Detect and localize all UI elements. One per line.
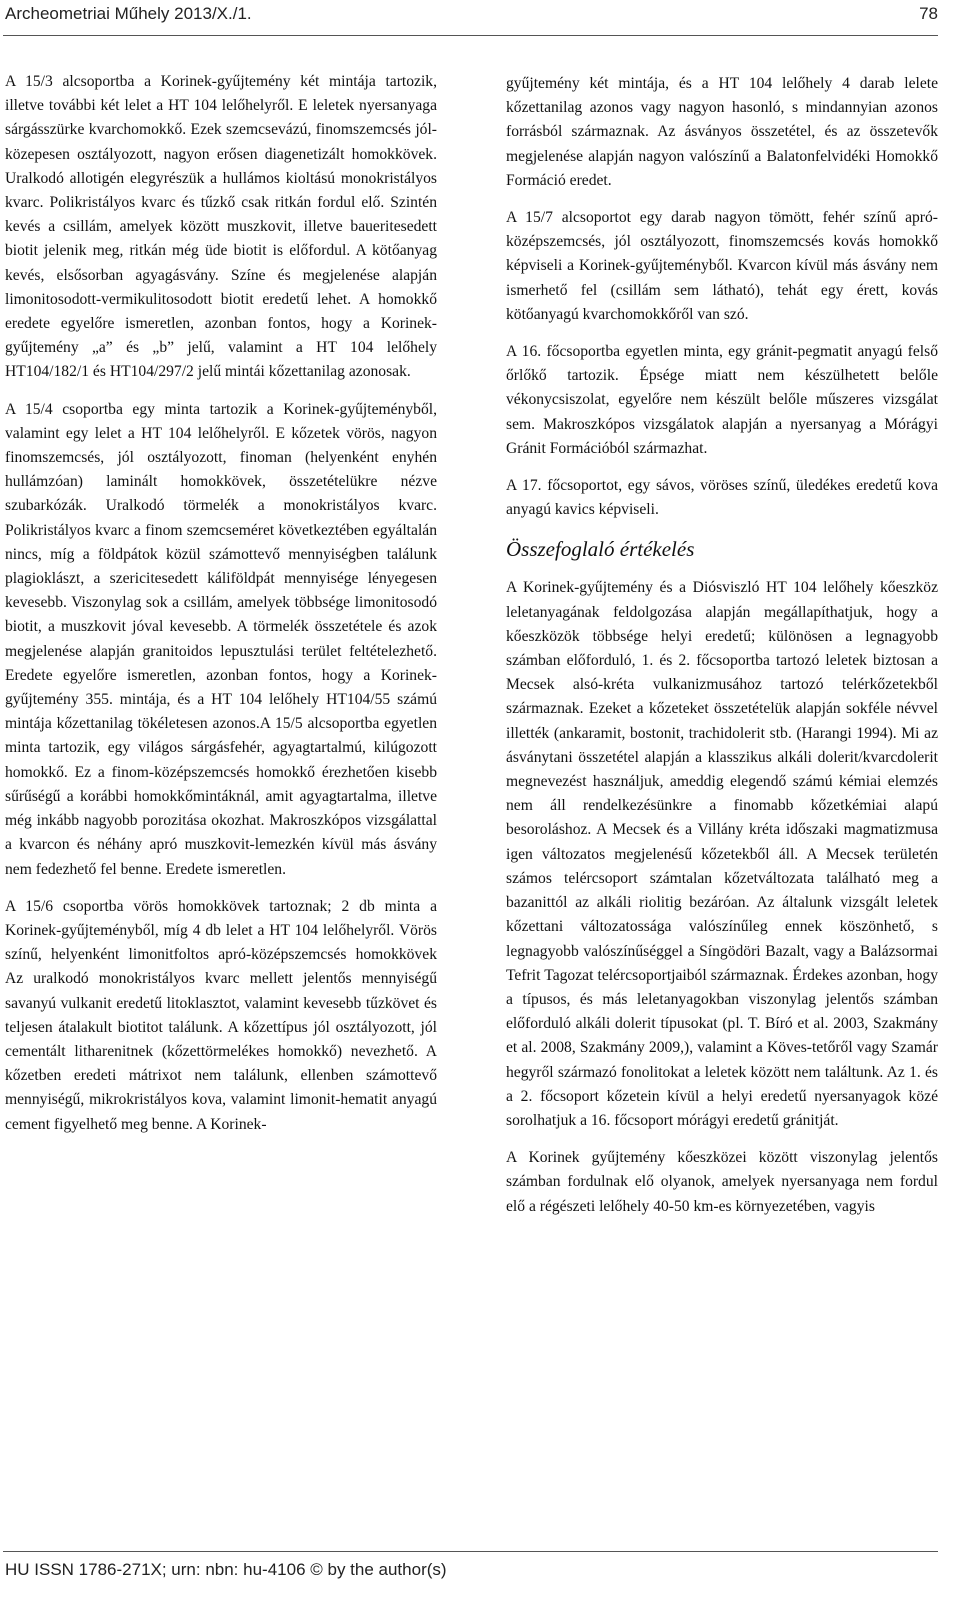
- page-number: 78: [919, 4, 938, 23]
- paragraph-15-6-cont: gyűjtemény két mintája, és a HT 104 lelőhely 4 darab lelete kőzettanilag azonos vagy nagyon hasonló, s mindannyian azonos forrásból származnak. Az ásványos összetétel, és az összetevők megjelenése alapján nagyon valószínű a Balatonfelvidéki Homokkő Formáció eredet.: [506, 75, 938, 189]
- running-header: [5, 4, 938, 30]
- paragraph-15-3: A 15/3 alcsoportba a Korinek-gyűjtemény két mintája tartozik, illetve további két lelet a HT 104 lelőhelyről. E leletek nyersanyaga sárgásszürke kvarchomokkő. Ezek szemcsevázú, finomszemcsés jól-közepesen osztályozott, nagyon erősen diagenetizált homokkövek. Uralkodó allotigén elegyrészük a hullámos kioltású monokristályos kvarc. Polikristályos kvarc és tűzkő csak ritkán fordul elő. Szintén kevés a csillám, amelyek között muszkovit, illetve baueritesedett biotit jelenik meg, ritkán még üde biotit is előfordul. A kötőanyag kevés, elsősorban agyagásvány. Színe és megjelenése alapján limonitosodott-vermikulitosodott biotit eredetű lehet. A homokkő eredete egyelőre ismeretlen, azonban fontos, hogy a Korinek-gyűjtemény „a” és „b” jelű, valamint a HT 104 lelőhely HT104/182/1 és HT104/297/2 jelű mintái kőzettanilag azonosak.: [5, 73, 437, 381]
- paragraph-summary-2: A Korinek gyűjtemény kőeszközei között viszonylag jelentős számban fordulnak elő olyanok, amelyek nyersanyaga nem fordul elő a régészeti lelőhely 40-50 km-es környezetében, vagyis: [506, 1149, 938, 1215]
- left-column: [5, 70, 437, 1150]
- paragraph-15-6: A 15/6 csoportba vörös homokkövek tartoznak; 2 db minta a Korinek-gyűjteményből, míg 4 db lelet a HT 104 lelőhelyről. Vörös színű, helyenként limonitfoltos apró-középszemcsés homokkövek Az uralkodó monokristályos kvarc mellett jelentős mennyiségű savanyú vulkanit eredetű litoklasztot, valamint kevesebb tűzkövet és teljesen átalakult biotitot találunk. A kőzettípus jól osztályozott, jól cementált litharenitnek (kőzettörmelékes homokkő) nevezhető. A kőzetben eredeti mátrixot nem találunk, ellenben számottevő mennyiségű, mikrokristályos kova, valamint limonit-hematit anyagú cement figyelhető meg benne. A Korinek-: [5, 897, 437, 1133]
- paragraph-summary: A Korinek-gyűjtemény és a Diósviszló HT 104 lelőhely kőeszköz leletanyagának feldolgozása alapján megállapíthatjuk, hogy a kőeszközök többsége helyi eredetű; különösen a legnagyobb számban előforduló, 1. és 2. főcsoportba tartozó leletek biztosan a Mecsek alsó-kréta vulkanizmusához tartozó telérkőzetekből származnak. Ezeket a kőzeteket összetételük alapján sokféle névvel illették (ankaramit, bostonit, trachidolerit stb. (Harangi 1994). Mi az ásványtani összetétel alapján a klasszikus alkáli dolerit/kvarcdolerit megnevezést használjuk, ameddig elegendő számú kémiai elemzés nem áll rendelkezésünkre a finomabb kőzetkémiai alapú besoroláshoz. A Mecsek és a Villány kréta időszaki magmatizmusa igen változatos megjelenésű kőzetekből áll. A Mecsek területén számos telércsoport számtalan kőzetváltozata található meg a bazanittól az alkáli riolitig bezáróan. Az általunk vizsgált leletek kőzettani változatossága valószínűleg ennek köszönhető, s legnagyobb valószínűséggel a Síngödöri Bazalt, vagy a Balázsormai Tefrit Tagozat telércsoportjaiból származnak. Érdekes azonban, hogy a típusos, és más leletanyagokban viszonylag jelentős számban előforduló alkáli dolerit típusokat (pl. T. Bíró et al. 2003, Szakmány et al. 2008, Szakmány 2009,), valamint a Köves-tetőről vagy Szamár hegyről származó fonolitokat a leletek között nem találtunk. Az 1. és a 2. főcsoport kőzetein kívül a helyi eredetű nyersanyagok közé sorolhatjuk a 16. főcsoport mórágyi eredetű gránitját.: [506, 579, 938, 1129]
- header-rule: [3, 35, 938, 36]
- paragraph-15-4: A 15/4 csoportba egy minta tartozik a Korinek-gyűjteményből, valamint egy lelet a HT 104 lelőhelyről. E kőzetek vörös, nagyon finomszemcsés, jól osztályozott, finoman (helyenként enyhén hullámzóan) laminált homokkövek, összetételükre nézve szubarkózák. Uralkodó törmelék a monokristályos kvarc. Polikristályos kvarc a finom szemcseméret következtében egyáltalán nincs, míg a földpátok közül számottevő mennyiségben találunk plagioklászt, a szericitesedett káliföldpát mennyisége lényegesen kevesebb. Viszonylag sok a csillám, amelyek többsége limonitosodó biotit, a muszkovit jóval kevesebb. A törmelék összetétele és azok megjelenése alapján granitoidos lepusztulási terület feltételezhető. Eredete egyelőre ismeretlen, azonban fontos, hogy a Korinek-gyűjtemény 355. mintája, és a HT 104 lelőhely HT104/55 számú mintája kőzettanilag tökéletesen azonos.A 15/5 alcsoportba egyetlen minta tartozik, egy világos sárgásfehér, agyagtartalmú, kilúgozott homokkő. Ez a finom-középszemcsés homokkő érezhetően kisebb sűrűségű a korábbi homokkőmintáknál, amit agyagtartalma, illetve még inkább nagyobb porozitása okozhat. Makroszkópos vizsgálattal a kvarcon és néhány apró muszkovit-lemezkén kívül más ásvány nem fedezhető fel benne. Eredete ismeretlen.: [5, 400, 437, 878]
- paragraph-16: A 16. főcsoportba egyetlen minta, egy gránit-pegmatit anyagú felső őrlőkő tartozik. Épsége miatt nem készülhetett belőle vékonycsiszolat, egyelőre nem készült belőle műszeres vizsgálat sem. Makroszkópos vizsgálatok alapján a nyersanyag a Mórágyi Gránit Formációból származhat.: [506, 343, 938, 457]
- paragraph-17: A 17. főcsoportot, egy sávos, vöröses színű, üledékes eredetű kova anyagú kavics képviseli.: [506, 477, 938, 519]
- running-footer: HU ISSN 1786-271X; urn: nbn: hu-4106 © by the author(s): [5, 1560, 447, 1579]
- journal-title: Archeometriai Műhely 2013/X./1.: [5, 4, 252, 23]
- section-heading: Összefoglaló értékelés: [506, 537, 695, 562]
- paragraph-15-7: A 15/7 alcsoportot egy darab nagyon tömött, fehér színű apró-középszemcsés, jól osztályozott, finomszemcsés kovás homokkő képviseli a Korinek-gyűjteményből. Kvarcon kívül más ásvány nem ismerhető fel (csillám sem látható), tehát egy érett, kovás kötőanyagú kvarchomokkőről van szó.: [506, 209, 938, 323]
- footer-rule: [3, 1551, 938, 1552]
- right-column: [506, 72, 938, 1232]
